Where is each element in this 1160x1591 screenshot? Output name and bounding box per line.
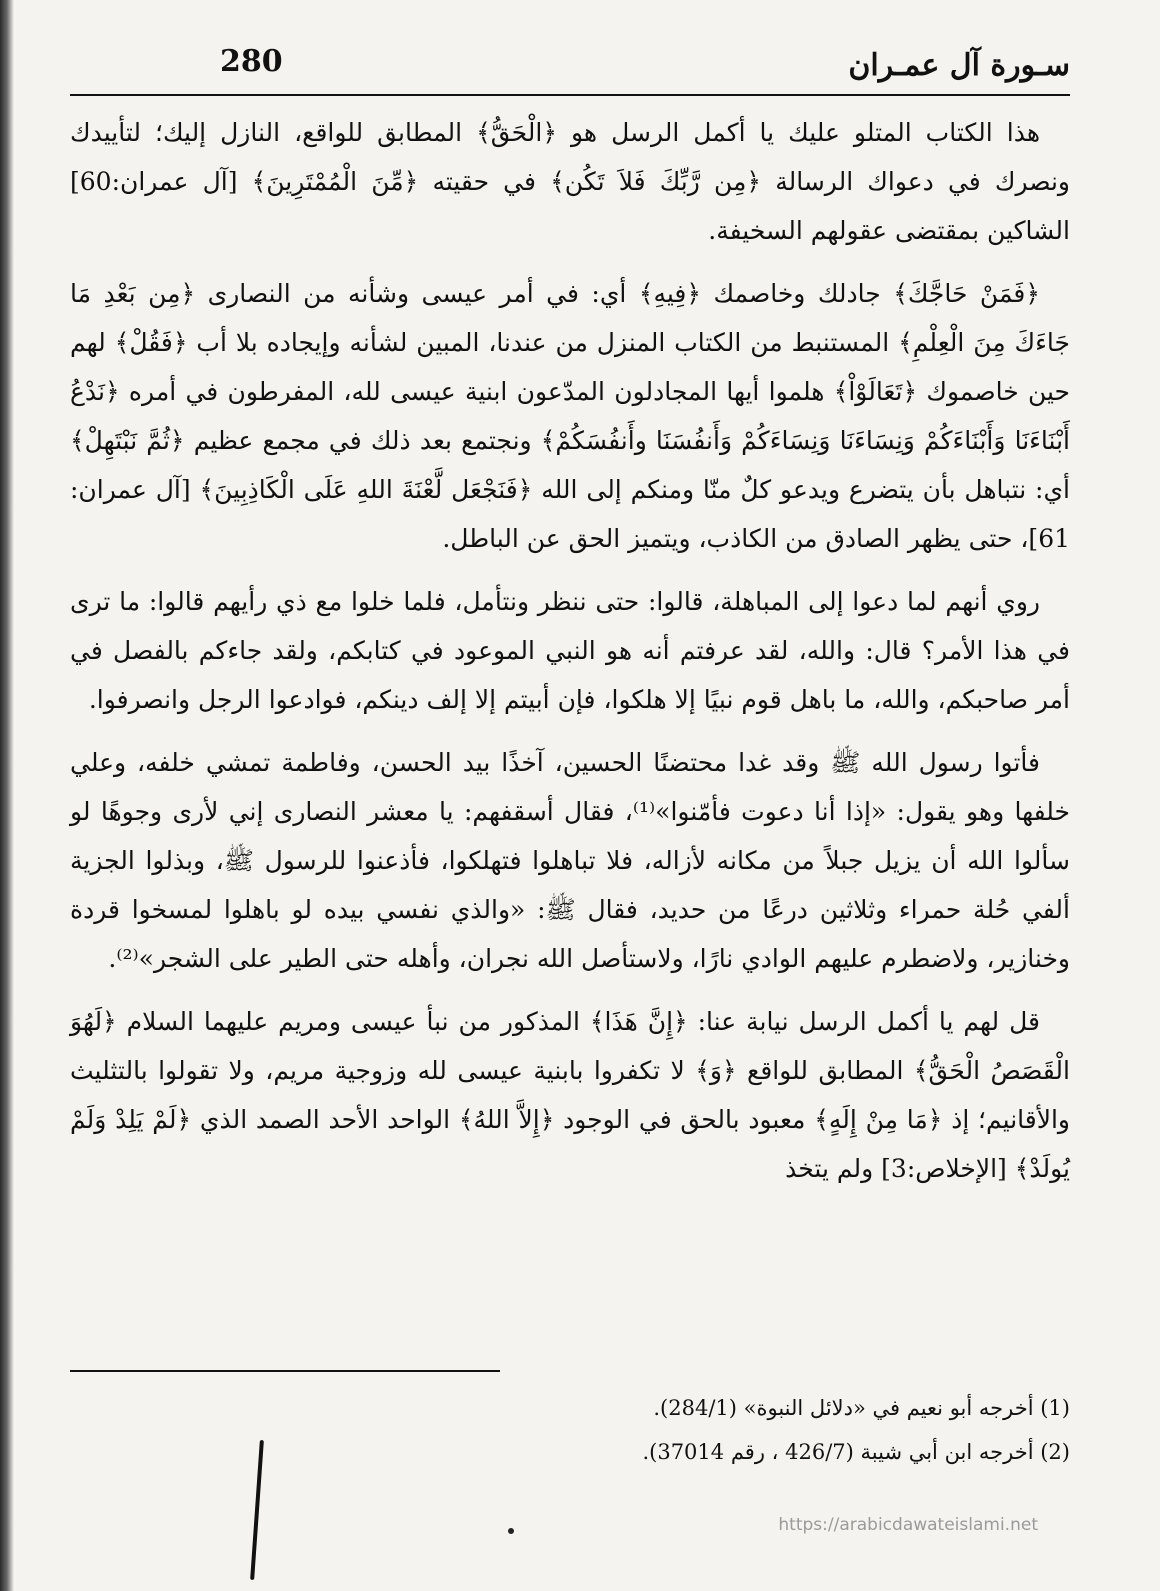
sura-title: سـورة آل عمـران bbox=[848, 48, 1070, 83]
paragraph: هذا الكتاب المتلو عليك يا أكمل الرسل هو ﴿الْحَقُّ﴾ المطابق للواقع، النازل إليك؛ لتأييدك ونصرك في دعواك الرسالة ﴿مِن رَّبِّكَ فَلاَ تَكُن﴾ في حقيته ﴿مِّنَ الْمُمْتَرِينَ﴾ [آل عمران:60] الشاكين بمقتضى عقولهم السخيفة. bbox=[70, 118, 1070, 245]
footnotes bbox=[70, 1386, 1070, 1474]
ink-dot bbox=[508, 1528, 514, 1534]
footnote-separator bbox=[70, 1370, 500, 1372]
footnote: (2) أخرجه ابن أبي شيبة (426/7 ، رقم 37014). bbox=[642, 1440, 1070, 1464]
book-page bbox=[70, 30, 1070, 1580]
scan-shadow-edge bbox=[0, 0, 14, 1591]
main-text bbox=[70, 108, 1070, 1207]
paragraph: ﴿فَمَنْ حَاجَّكَ﴾ جادلك وخاصمك ﴿فِيهِ﴾ أي: في أمر عيسى وشأنه من النصارى ﴿مِن بَعْدِ مَا جَاءَكَ مِنَ الْعِلْمِ﴾ المستنبط من الكتاب المنزل من عندنا، المبين لشأنه وإيجاده بلا أب ﴿فَقُلْ﴾ لهم حين خاصموك ﴿تَعَالَوْاْ﴾ هلموا أيها المجادلون المدّعون ابنية عيسى لله، المفرطون في أمره ﴿نَدْعُ أَبْنَاءَنَا وَأَبْنَاءَكُمْ وَنِسَاءَنَا وَنِسَاءَكُمْ وَأَنفُسَنَا وأَنفُسَكُمْ﴾ ونجتمع بعد ذلك في مجمع عظيم ﴿ثُمَّ نَبْتَهِلْ﴾ أي: نتباهل بأن يتضرع ويدعو كلٌ منّا ومنكم إلى الله ﴿فَنَجْعَل لَّعْنَةَ اللهِ عَلَى الْكَاذِبِينَ﴾ [آل عمران: 61]، حتى يظهر الصادق من الكاذب، ويتميز الحق عن الباطل. bbox=[70, 279, 1070, 553]
paragraph: قل لهم يا أكمل الرسل نيابة عنا: ﴿إِنَّ هَذَا﴾ المذكور من نبأ عيسى ومريم عليهما السلام ﴿لَهُوَ الْقَصَصُ الْحَقُّ﴾ المطابق للواقع ﴿وَ﴾ لا تكفروا بابنية عيسى لله وزوجية مريم، ولا تقولوا بالتثليث والأقانيم؛ إذ ﴿مَا مِنْ إِلَهٍ﴾ معبود بالحق في الوجود ﴿إِلاَّ اللهُ﴾ الواحد الأحد الصمد الذي ﴿لَمْ يَلِدْ وَلَمْ يُولَدْ﴾ [الإخلاص:3] ولم يتخذ bbox=[70, 1007, 1070, 1183]
footnote: (1) أخرجه أبو نعيم في «دلائل النبوة» (284/1). bbox=[653, 1396, 1070, 1420]
paragraph: روي أنهم لما دعوا إلى المباهلة، قالوا: حتى ننظر ونتأمل، فلما خلوا مع ذي رأيهم قالوا: ما ترى في هذا الأمر؟ قال: والله، لقد عرفتم أنه هو النبي الموعود في كتابكم، ولقد جاءكم بالفصل في أمر صاحبكم، والله، ما باهل قوم نبيًا إلا هلكوا، فإن أبيتم إلا إلف دينكم، فوادعوا الرجل وانصرفوا. bbox=[70, 587, 1070, 714]
page-header bbox=[70, 38, 1070, 102]
page-number: 280 bbox=[220, 44, 283, 79]
paragraph: فأتوا رسول الله ﷺ وقد غدا محتضنًا الحسين، آخذًا بيد الحسن، وفاطمة تمشي خلفه، وعلي خلفها وهو يقول: «إذا أنا دعوت فأمّنوا»⁽¹⁾، فقال أسقفهم: يا معشر النصارى إني لأرى وجوهًا لو سألوا الله أن يزيل جبلاً من مكانه لأزاله، فلا تباهلوا فتهلكوا، فأذعنوا للرسول ﷺ، وبذلوا الجزية ألفي حُلة حمراء وثلاثين درعًا من حديد، فقال ﷺ: «والذي نفسي بيده لو باهلوا لمسخوا قردة وخنازير، ولاضطرم عليهم الوادي نارًا، ولاستأصل الله نجران، وأهله حتى الطير على الشجر»⁽²⁾. bbox=[70, 748, 1070, 973]
site-watermark: https://arabicdawateislami.net bbox=[778, 1515, 1038, 1535]
header-rule bbox=[70, 94, 1070, 96]
